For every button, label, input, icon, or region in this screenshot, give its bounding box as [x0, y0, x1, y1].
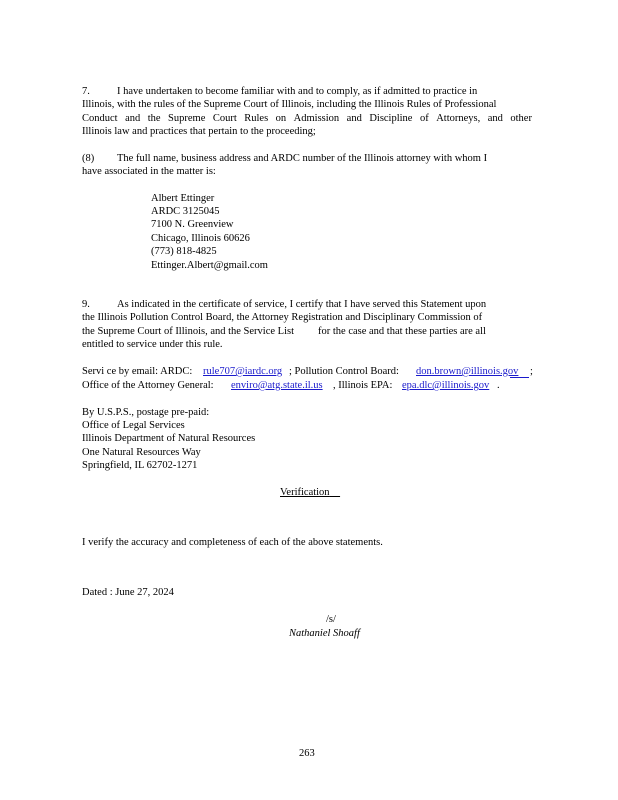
epa-email-link[interactable]: epa.dlc@illinois.gov [402, 380, 490, 391]
epa-label: , Illinois EPA: [333, 380, 393, 391]
attorney-city: Chicago, Illinois 60626 [151, 233, 250, 244]
para7-line3-word: and [346, 113, 362, 124]
mail-line1: By U.S.P.S., postage pre-paid: [82, 407, 210, 418]
pcb-email-underline [510, 377, 529, 378]
para7-line3-word: Attorneys, [436, 113, 481, 124]
para9-line4: entitled to service under this rule. [82, 339, 223, 350]
para7-number: 7. [82, 86, 90, 97]
ag-label: Office of the Attorney General: [82, 380, 214, 391]
para7-line3-word: other [510, 113, 532, 124]
attorney-ardc: ARDC 3125045 [151, 206, 220, 217]
para8-line2: have associated in the matter is: [82, 166, 216, 177]
para7-line3-word: Court [212, 113, 237, 124]
para7-line3-word: Conduct [82, 113, 118, 124]
attorney-phone: (773) 818-4825 [151, 246, 217, 257]
service-label: Servi ce by email: ARDC: [82, 366, 193, 377]
para7-line3-word: the [147, 113, 161, 124]
signature-name: Nathaniel Shoaff [289, 628, 360, 639]
para7-line3-word: and [487, 113, 503, 124]
para8-line1: The full name, business address and ARDC number of the Illinois attorney with whom I [117, 153, 488, 164]
service-semicolon: ; [530, 366, 533, 377]
para9-line3a: the Supreme Court of Illinois, and the Service List [82, 326, 294, 337]
para8-number: (8) [82, 153, 95, 164]
para7-line4: Illinois law and practices that pertain to the proceeding; [82, 126, 316, 137]
attorney-street: 7100 N. Greenview [151, 219, 234, 230]
para7-line3-word: Admission [293, 113, 340, 124]
para7-line3-word: Discipline [369, 113, 413, 124]
ardc-email-link[interactable]: rule707@iardc.org [203, 366, 283, 377]
signature-mark: /s/ [326, 614, 336, 625]
para7-line3-word: on [275, 113, 287, 124]
para9-number: 9. [82, 299, 90, 310]
ag-email-link[interactable]: enviro@atg.state.il.us [231, 380, 323, 391]
para7-line3-word: Rules [244, 113, 269, 124]
para9-line3b: for the case and that these parties are all [318, 326, 486, 337]
page-number: 263 [299, 748, 315, 759]
para7-line1: I have undertaken to become familiar with and to comply, as if admitted to practice in [117, 86, 478, 97]
verification-statement: I verify the accuracy and completeness of each of the above statements. [82, 537, 383, 548]
para7-line2: Illinois, with the rules of the Supreme Court of Illinois, including the Illinois Rules of Professional [82, 99, 497, 110]
attorney-name: Albert Ettinger [151, 193, 215, 204]
mail-line5: Springfield, IL 62702-1271 [82, 460, 198, 471]
dated-line: Dated : June 27, 2024 [82, 587, 174, 598]
verification-heading: Verification [280, 487, 330, 498]
service-period: . [497, 380, 500, 391]
mail-line3: Illinois Department of Natural Resources [82, 433, 256, 444]
pcb-email-link[interactable]: don.brown@illinois.gov [416, 366, 519, 377]
para7-line3 [82, 113, 532, 125]
para7-line3-word: Supreme [168, 113, 206, 124]
para7-line3-word: of [419, 113, 429, 124]
para7-line3-word: and [125, 113, 141, 124]
para9-line1: As indicated in the certificate of service, I certify that I have served this Statement upon [117, 299, 487, 310]
attorney-email: Ettinger.Albert@gmail.com [151, 260, 268, 271]
mail-line2: Office of Legal Services [82, 420, 185, 431]
para9-line2: the Illinois Pollution Control Board, the Attorney Registration and Disciplinary Commission of [82, 312, 483, 323]
pcb-label: ; Pollution Control Board: [289, 366, 399, 377]
mail-line4: One Natural Resources Way [82, 447, 201, 458]
